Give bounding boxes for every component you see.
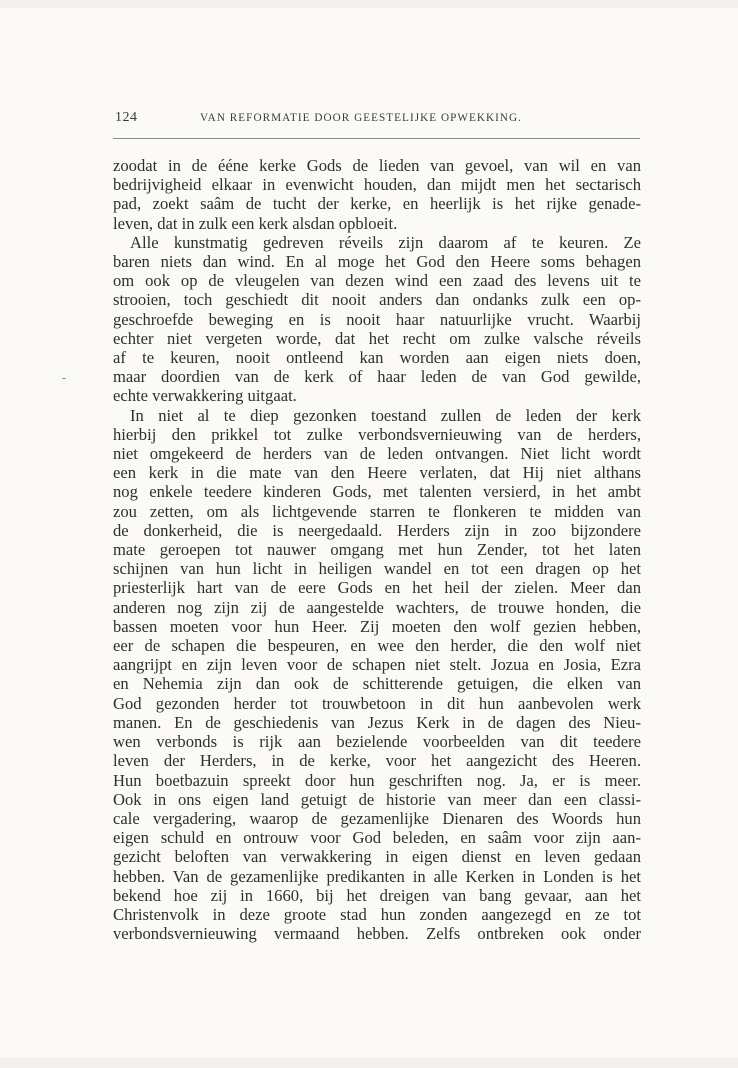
- text-line: God gezonden herder tot trouwbetoon in dit hun aanbevolen werk: [113, 693, 641, 713]
- text-line: hierbij den prikkel tot zulke verbondsvernieuwing van de herders,: [113, 424, 641, 444]
- text-line: geschroefde beweging en is nooit haar natuurlijke vrucht. Waarbij: [113, 309, 641, 329]
- text-line: Christenvolk in deze groote stad hun zonden aangezegd en ze tot: [113, 904, 641, 924]
- text-line: af te keuren, nooit ontleend kan worden aan eigen niets doen,: [113, 348, 641, 368]
- text-line: om ook op de vleugelen van dezen wind een zaad des levens uit te: [113, 271, 641, 291]
- page-number: 124: [115, 110, 138, 125]
- text-line: mate geroepen tot nauwer omgang met hun Zender, tot het laten: [113, 540, 641, 560]
- text-line: eer de schapen die bespeuren, en wee den herder, die den wolf niet: [113, 636, 641, 656]
- text-line: en Nehemia zijn dan ook de schitterende getuigen, die elken van: [113, 674, 641, 694]
- text-line: cale vergadering, waarop de gezamenlijke Dienaren des Woords hun: [113, 808, 641, 828]
- text-line: strooien, toch geschiedt dit nooit anders dan ondanks zulk een op-: [113, 290, 641, 310]
- text-line: leven der Herders, in de kerke, voor het aangezicht des Heeren.: [113, 751, 641, 771]
- text-line: gezicht beloften van verwakkering in eigen dienst en leven gedaan: [113, 847, 641, 867]
- text-line: wen verbonds is rijk aan bezielende voorbeelden van dit teedere: [113, 732, 641, 752]
- text-line: eigen schuld en ontrouw voor God beleden, en saâm voor zijn aan-: [113, 828, 641, 848]
- text-line: aangrijpt en zijn leven voor de schapen niet stelt. Jozua en Josia, Ezra: [113, 655, 641, 675]
- body-text: [113, 156, 641, 943]
- text-line: Alle kunstmatig gedreven réveils zijn daarom af te keuren. Ze: [130, 232, 641, 252]
- text-line: schijnen van hun licht in heiligen wandel en tot een dragen op het: [113, 559, 641, 579]
- text-line: Hun boetbazuin spreekt door hun geschriften nog. Ja, er is meer.: [113, 770, 641, 790]
- text-line: bedrijvigheid elkaar in evenwicht houden, dan mijdt men het sectarisch: [113, 175, 641, 195]
- text-line: de donkerheid, die is neergedaald. Herders zijn in zoo bijzondere: [113, 520, 641, 540]
- text-line: een kerk in die mate van den Heere verlaten, dat Hij niet althans: [113, 463, 641, 483]
- book-page: [0, 8, 738, 1058]
- text-line: priesterlijk hart van de eere Gods en het heil der zielen. Meer dan: [113, 578, 641, 598]
- text-line: manen. En de geschiedenis van Jezus Kerk in de dagen des Nieu-: [113, 712, 641, 732]
- text-line: bekend hoe zij in 1660, bij het dreigen van bang gevaar, aan het: [113, 885, 641, 905]
- text-line: hebben. Van de gezamenlijke predikanten in alle Kerken in Londen is het: [113, 866, 641, 886]
- text-line: In niet al te diep gezonken toestand zullen de leden der kerk: [130, 405, 641, 425]
- text-line: echter niet vergeten worde, dat het recht om zulke valsche réveils: [113, 328, 641, 348]
- text-line: leven, dat in zulk een kerk alsdan opbloeit.: [113, 213, 398, 233]
- page-header: [113, 110, 638, 130]
- text-line: echte verwakkering uitgaat.: [113, 386, 297, 406]
- text-line: niet omgekeerd de herders van de leden ontvangen. Niet licht wordt: [113, 444, 641, 464]
- text-line: maar doordien van de kerk of haar leden de van God gewilde,: [113, 367, 641, 387]
- text-line: baren niets dan wind. En al moge het God den Heere soms behagen: [113, 252, 641, 272]
- text-line: nog enkele teedere kinderen Gods, met talenten versierd, in het ambt: [113, 482, 641, 502]
- text-line: pad, zoekt saâm de tucht der kerke, en heerlijk is het rijke genade-: [113, 194, 641, 214]
- text-line: anderen nog zijn zij de aangestelde wachters, de trouwe honden, die: [113, 597, 641, 617]
- margin-mark: [62, 378, 66, 379]
- text-line: bassen moeten voor hun Heer. Zij moeten den wolf gezien hebben,: [113, 616, 641, 636]
- header-rule: [113, 138, 640, 139]
- text-line: zou zetten, om als lichtgevende starren te flonkeren te midden van: [113, 501, 641, 521]
- text-line: zoodat in de ééne kerke Gods de lieden van gevoel, van wil en van: [113, 156, 641, 175]
- text-line: Ook in ons eigen land getuigt de historie van meer dan een classi-: [113, 789, 641, 809]
- text-line: verbondsvernieuwing vermaand hebben. Zelfs ontbreken ook onder: [113, 924, 641, 944]
- running-head: VAN REFORMATIE DOOR GEESTELIJKE OPWEKKING.: [200, 112, 523, 124]
